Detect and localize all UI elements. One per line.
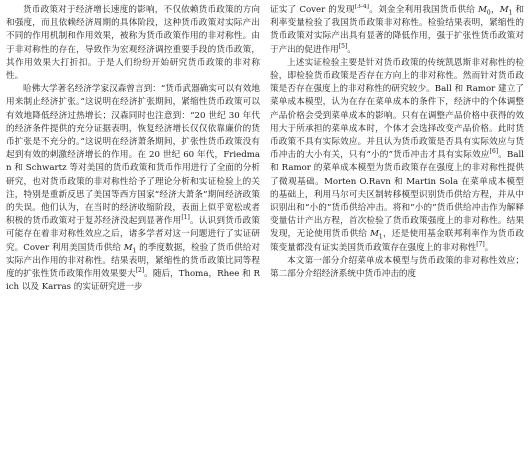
citation-2: [2] [135,267,145,275]
paragraph-hansen-text: 哈佛大学著名经济学家汉森曾言到：“货币武器确实可以有效地用来制止经济扩张。”这说明在经济扩张期间，紧缩性货币政策可以有效地降低经济过热增长；汉森同时也注意到：“20 世纪 30 年代的经济条件提供的充分证据表明，恢复经济增长仅仅依靠廉价的货币扩张是不充分的。”这说明在经济萧条期间，扩张性货币政策没有起到有效的刺激经济增长的作用。在 20 世纪 60 年代，Friedman 和 Schwartz 等对美国的货币政策和货币作用进行了全面的分析研究，也对货币政策的非对称性给予了理论分析和实证检验上的关注，特别是重新反思了美国等西方国家“经济大萧条”期间经济政策的失误。他们认为，在当时的经济收缩阶段，表面上似乎宽松或者积极的货币政策对于复苏经济没起到显著作用 [6,84,260,227]
citation-5: [5] [338,42,348,50]
m1-subscript: 1 [508,9,513,17]
m1-symbol: M [499,5,509,15]
paragraph-hansen-tail-3: 。随后，Thoma，Rhee 和 Rich 以及 Karras 的实证研究进一步 [6,269,260,293]
paragraph-hansen [6,83,260,294]
m0-subscript: 0 [486,9,491,17]
paragraph-hansen-tail-2: 的季度数据，检验了货币供给对实际产出作用的非对称性。结果表明，紧缩性的货币政策比同等程度的扩张性货币政策作用效果要大 [6,242,260,280]
comma: ， [490,5,500,15]
text-segment: 上述实证检验主要是针对货币政策的传统凯恩斯非对称性的检验，即检验货币政策是否存在方向上的非对称性。然而针对货币政策是否存在强度上的非对称性的研究较少。Ball 和 Ramor 建立了菜单成本模型，认为在存在菜单成本的条件下，经济中的个体调整产品价格会受到菜单成本的影响。只有在调整产品价格中获得的效用大于所承担的菜单成本时，个体才会选择改变产品价格。此时货币政策不具有实际效应。并且认为货币政策是否具有实际效应与货币冲击的大小有关，只有“小的”货币冲击才具有实际效应 [270,57,524,161]
right-column [270,4,524,457]
text-segment: 和利率变量检验了我国货币政策非对称性。检验结果表明，紧缩性的货币政策对实际产出具有显著的降低作用，强于扩张性货币政策对于产出的促进作用 [270,5,524,55]
text-segment: 。刘金全利用我国货币供给 [369,5,479,15]
citation-3-4: [3-4] [354,4,370,11]
m0-symbol: M [478,5,487,15]
text-segment: 证实了 Cover 的发现 [270,5,355,15]
left-column [6,4,260,457]
paragraph-menu-cost [270,57,524,255]
text-segment: 。Ball 和 Ramor 的菜单成本模型为货币政策存在强度上的非对称性提供了微观基础。Morten O.Ravn 和 Martin Sola 在菜单成本模型的基础上，利用马尔可夫区制转移模型识别货币供给方程，并从中识别出和“小的”货币供给冲击。将和“小的”货币供给冲击作为解释变量估计产出方程，首次检验了货币政策强度上的非对称性。结果发现，无论使用货币供给 [270,150,524,240]
paragraph-cover-continued [270,4,524,57]
text-segment: 。 [347,44,356,55]
paragraph-structure: 本文第一部分介绍菜单成本模型与货币政策的非对称性效应；第二部分介绍经济系统中货币冲击的度 [270,255,524,280]
m1-symbol-second: M [370,229,379,240]
citation-7: [7] [476,240,485,248]
paragraph-hansen-tail-1: 。认识到货币政策可能存在着非对称性效应之后，诸多学者对这一问题进行了实证研究。Cover 利用美国货币供给 [6,216,260,253]
citation-1: [1] [181,214,190,222]
text-segment: ，还是使用基金联邦利率作为货币政策变量都没有证实美国货币政策存在强度上的非对称性 [270,229,524,253]
paragraph-intro: 货币政策对于经济增长速度的影响，不仅依赖货币政策的方向和强度，而且依赖经济周期的具体阶段，这种货币政策对实际产出不同的作用机制和作用效果，被称为货币政策作用的非对称性。由于非对称性的存在，导致作为宏观经济调控重要手段的货币政策，其作用效果大打折扣。于是人们纷纷开始研究货币政策的非对称性。 [6,5,260,82]
text-segment: 。 [484,242,494,253]
m1-subscript-second: 1 [378,234,383,242]
m1-symbol: M [123,242,133,253]
citation-6: [6] [489,148,499,156]
m1-subscript: 1 [132,247,137,255]
